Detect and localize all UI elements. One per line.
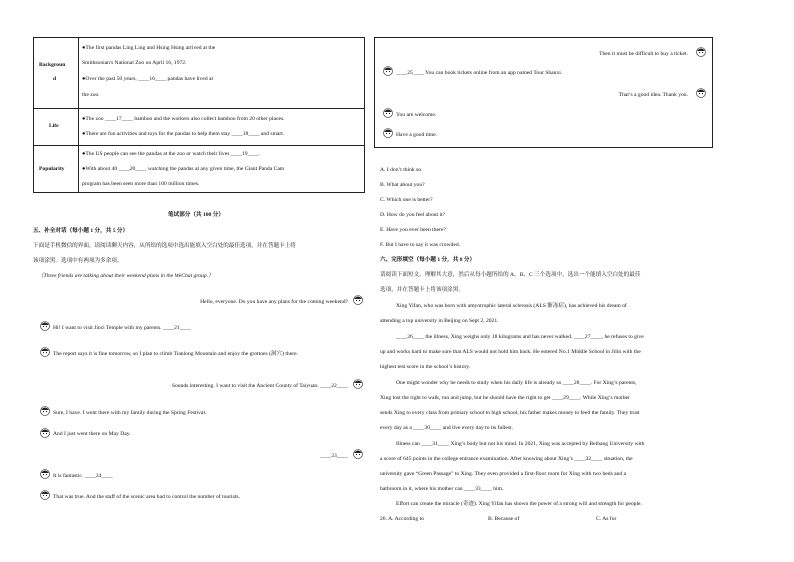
question-26-option-c: C. As for	[596, 516, 617, 522]
passage-line: Illness can ____31____ Xing’s body but not his mind. In 2021, Xing was accepted by Beihang University with	[396, 441, 645, 447]
avatar-icon	[383, 108, 393, 118]
section6-instruction: 请阅读下面短文，理解其大意，然后从每小题所给的 A、B、C 三个选项中，选出一个能填入空白处的最佳	[380, 272, 641, 278]
row-label-background-tail: d	[53, 76, 57, 82]
chat-message: And I just went there on May Day.	[53, 431, 131, 437]
passage-line: up and works hard to make sure that ALS would not hold him back. He entered No.1 Middle School in Jilin with the	[380, 349, 641, 355]
dialogue-note: （Three friends are talking about their weekend plans in the WeChat group.）	[38, 273, 214, 279]
avatar-icon	[383, 66, 393, 76]
chat-message: You are welcome.	[396, 112, 437, 118]
avatar-icon	[353, 379, 363, 389]
table-cell-text: ●With about 40 ____20____ watching the pandas at any given time, the Giant Panda Cam	[82, 166, 285, 172]
section6-heading: 六、完形填空（每小题 1 分，共 8 分）	[380, 257, 476, 263]
passage-line: a score of 645 points in the college entrance examination. After knowing about Xing’s ____32____ situation, the	[380, 456, 633, 462]
avatar-icon	[40, 428, 50, 438]
table-row-divider	[34, 145, 364, 146]
chat-message: That’s a good idea. Thank you.	[618, 92, 688, 98]
table-cell-text: Smithsonian's National Zoo on April 16, 1972.	[82, 60, 187, 66]
passage-line: highest test score in the school’s history.	[380, 364, 471, 370]
passage-line: every day as a ____30____ and live every day to its fullest.	[380, 425, 513, 431]
option-item: E. Have you ever been there?	[380, 227, 446, 233]
question-26-option-b: B. Because of	[488, 516, 520, 522]
row-label-life: Life	[49, 123, 59, 129]
chat-message: Hello, everyone. Do you have any plans for the coming weekend?	[200, 299, 348, 305]
chat-message: ____25____ You can book tickets online from an app named Tour Shanxi.	[396, 70, 563, 76]
chat-message: Hi! I want to visit Jinci Temple with my parents. ____21____	[53, 325, 191, 331]
chat-message: Sure, I have. I went there with my family during the Spring Festival.	[53, 410, 207, 416]
table-row-divider	[34, 108, 364, 109]
chat-message: Then it must be difficult to buy a ticket.	[599, 51, 688, 57]
passage-line: Xing lost the right to walk, run and jump, but he should have the right to get ____29____. While Xing’s mother	[380, 395, 630, 401]
written-part-title: 笔试部分（共 100 分）	[168, 212, 224, 218]
passage-line: university gave “Green Passage” to Xing. They even provided a first-floor room for Xing with two beds and a	[380, 471, 627, 477]
table-cell-text: ●The first pandas Ling Ling and Hsing Hsing arrived at the	[82, 45, 216, 51]
chat-message: The report says it is fine tomorrow, so I plan to climb Tianlong Mountain and enjoy the grottoes (洞穴) there.	[53, 351, 298, 357]
avatar-icon	[40, 490, 50, 500]
section5-instruction: 下面是手机微信的界面，请阅读聊天内容，从所给的选项中选出能填入空白处的最佳选项，并在答题卡上将	[33, 243, 296, 249]
section6-instruction: 选项，并在答题卡上将该项涂黑。	[380, 287, 464, 293]
passage-line: Xing Yifan, who was born with amyotrophic lateral sclerosis (ALS 渐冻症), has achieved his dream of	[396, 303, 627, 309]
chat-message: Have a good time.	[396, 132, 438, 138]
passage-line: Effort can create the miracle (奇迹). Xing Yifan has shown the power of a strong will and strength for people.	[396, 501, 642, 507]
chat-message: It is fantastic. ____24____	[53, 473, 113, 479]
table-cell-text: ●There are fun activities and toys for the pandas to help them stay ____18____ and smart.	[82, 131, 285, 137]
passage-line: sends Xing to every class from primary school to high school, his father makes money to feed the family. They trust	[380, 410, 640, 416]
avatar-icon	[696, 47, 706, 57]
table-cell-text: ●The zoo ____17____ bamboo and the workers also collect bamboo from 20 other places.	[82, 116, 285, 122]
info-table	[33, 37, 365, 193]
passage-line: bathroom in it, where his mother can ____33____ him.	[380, 486, 504, 492]
avatar-icon	[40, 469, 50, 479]
table-cell-text: the zoo.	[82, 92, 100, 98]
avatar-icon	[40, 406, 50, 416]
avatar-icon	[353, 295, 363, 305]
passage-line: attending a top university in Beijing on Sept 2, 2021.	[380, 318, 499, 324]
chat-message: ____23____	[320, 453, 348, 459]
table-cell-text: ●Over the past 50 years, ____16____ pandas have lived at	[82, 76, 214, 82]
avatar-icon	[40, 347, 50, 357]
table-divider	[78, 38, 79, 192]
table-cell-text: ●The US people can see the pandas at the zoo or watch their lives ____19____.	[82, 151, 261, 157]
option-item: A. I don’t think so.	[380, 167, 423, 173]
passage-line: ____26____ the illness, Xing weighs only 18 kilograms and has never walked. ____27____, he refuses to give	[396, 334, 644, 340]
option-item: B. What about you?	[380, 182, 425, 188]
question-26-option-a: 26. A. According to	[380, 516, 424, 522]
row-label-popularity: Popularity	[39, 166, 65, 172]
table-cell-text: program has been seen more than 100 million times.	[82, 181, 200, 187]
avatar-icon	[696, 88, 706, 98]
avatar-icon	[40, 321, 50, 331]
chat-message: That was true. And the staff of the scenic area had to control the number of tourists.	[53, 494, 240, 500]
option-item: C. Which one is better?	[380, 197, 433, 203]
chat-message: Sounds interesting. I want to visit the Ancient County of Taiyuan. ____22____	[171, 383, 348, 389]
option-item: D. How do you feel about it?	[380, 212, 446, 218]
row-label-background: Backgroun	[39, 62, 66, 68]
passage-line: One might wonder why he needs to study when his daily life is already so ____28____. For Xing’s parents,	[396, 380, 637, 386]
chat-box	[374, 37, 713, 148]
section5-heading: 五、补全对话（每小题 1 分，共 5 分）	[33, 228, 129, 234]
avatar-icon	[353, 449, 363, 459]
avatar-icon	[383, 128, 393, 138]
section5-instruction: 该项涂黑。选项中有两项为多余项。	[33, 258, 123, 264]
option-item: F. But I have to say it was crowded.	[380, 242, 461, 248]
